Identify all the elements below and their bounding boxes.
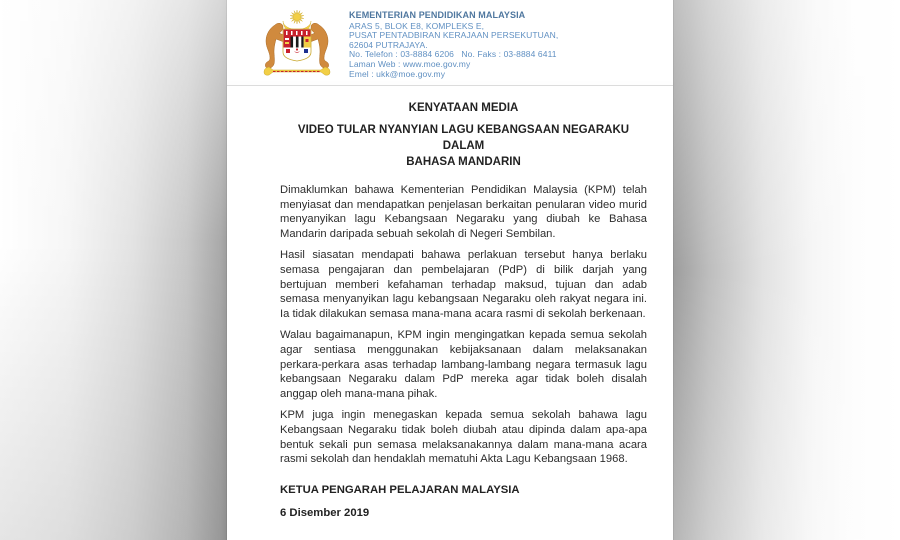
letterhead bbox=[255, 8, 657, 80]
letterhead-text-block bbox=[349, 8, 558, 79]
press-release-page bbox=[227, 0, 673, 540]
subtitle-line-1: VIDEO TULAR NYANYIAN LAGU KEBANGSAAN NEGARAKU DALAM bbox=[297, 124, 630, 152]
background-shadow-right bbox=[672, 0, 900, 540]
body-paragraph-3: Walau bagaimanapun, KPM ingin mengingatkan kepada semua sekolah agar sentiasa menggunakan kebijaksanaan dalam melaksanakan perkara-perkara asas terhadap lambang-lambang negara termasuk lagu kebangsaan Negaraku dalam PdP mereka agar tidak boleh disalah anggap oleh mana-mana pihak. bbox=[280, 329, 647, 400]
banner-icon bbox=[264, 67, 330, 75]
body-paragraph-4: KPM juga ingin menegaskan kepada semua sekolah bahawa lagu Kebangsaan Negaraku tidak boleh diubah atau dipinda dalam apa-apa bentuk sekali pun semasa melaksanakannya dalam mana-mana acara rasmi sekolah dan hendaklah mematuhi Akta Lagu Kebangsaan 1968. bbox=[280, 409, 647, 466]
background-shadow-left bbox=[0, 0, 228, 540]
press-release-body bbox=[280, 86, 647, 519]
phone-fax-line: No. Telefon : 03-8884 6206 No. Faks : 03-8884 6411 bbox=[349, 49, 557, 60]
subtitle-line-2: BAHASA MANDARIN bbox=[406, 156, 521, 168]
press-release-title: KENYATAAN MEDIA bbox=[408, 102, 519, 114]
body-paragraph-1: Dimaklumkan bahawa Kementerian Pendidikan Malaysia (KPM) telah menyiasat dan mendapatkan penjelasan berkaitan penularan video murid menyanyikan lagu Kebangsaan Negaraku yang diubah ke Bahasa Mandarin daripada sebuah sekolah di Negeri Sembilan. bbox=[280, 184, 647, 240]
address-line-2: PUSAT PENTADBIRAN KERAJAAN PERSEKUTUAN, bbox=[349, 30, 559, 41]
website-line: Laman Web : www.moe.gov.my bbox=[349, 58, 471, 69]
ministry-name: KEMENTERIAN PENDIDIKAN MALAYSIA bbox=[349, 10, 526, 20]
press-release-subtitle bbox=[280, 122, 647, 170]
star-icon bbox=[290, 10, 304, 24]
body-paragraph-2: Hasil siasatan mendapati bahawa perlakuan tersebut hanya berlaku semasa pengajaran dan pembelajaran (PdP) di bilik darjah yang bertujuan memberi kefahaman terhadap maksud, tujuan dan adab semasa menyanyikan lagu kebangsaan Negaraku oleh rakyat negara ini. Ia tidak dilakukan semasa mana-mana acara rasmi di sekolah berkenaan. bbox=[280, 249, 647, 320]
signoff: KETUA PENGARAH PELAJARAN MALAYSIA bbox=[280, 483, 520, 496]
email-line: Emel : ukk@moe.gov.my bbox=[349, 68, 446, 79]
shield-icon bbox=[283, 29, 311, 61]
address-line-1: ARAS 5, BLOK E8, KOMPLEKS E, bbox=[349, 20, 485, 31]
date: 6 Disember 2019 bbox=[280, 506, 370, 519]
malaysia-coat-of-arms-logo bbox=[255, 8, 339, 80]
address-line-3: 62604 PUTRAJAYA. bbox=[349, 39, 428, 50]
